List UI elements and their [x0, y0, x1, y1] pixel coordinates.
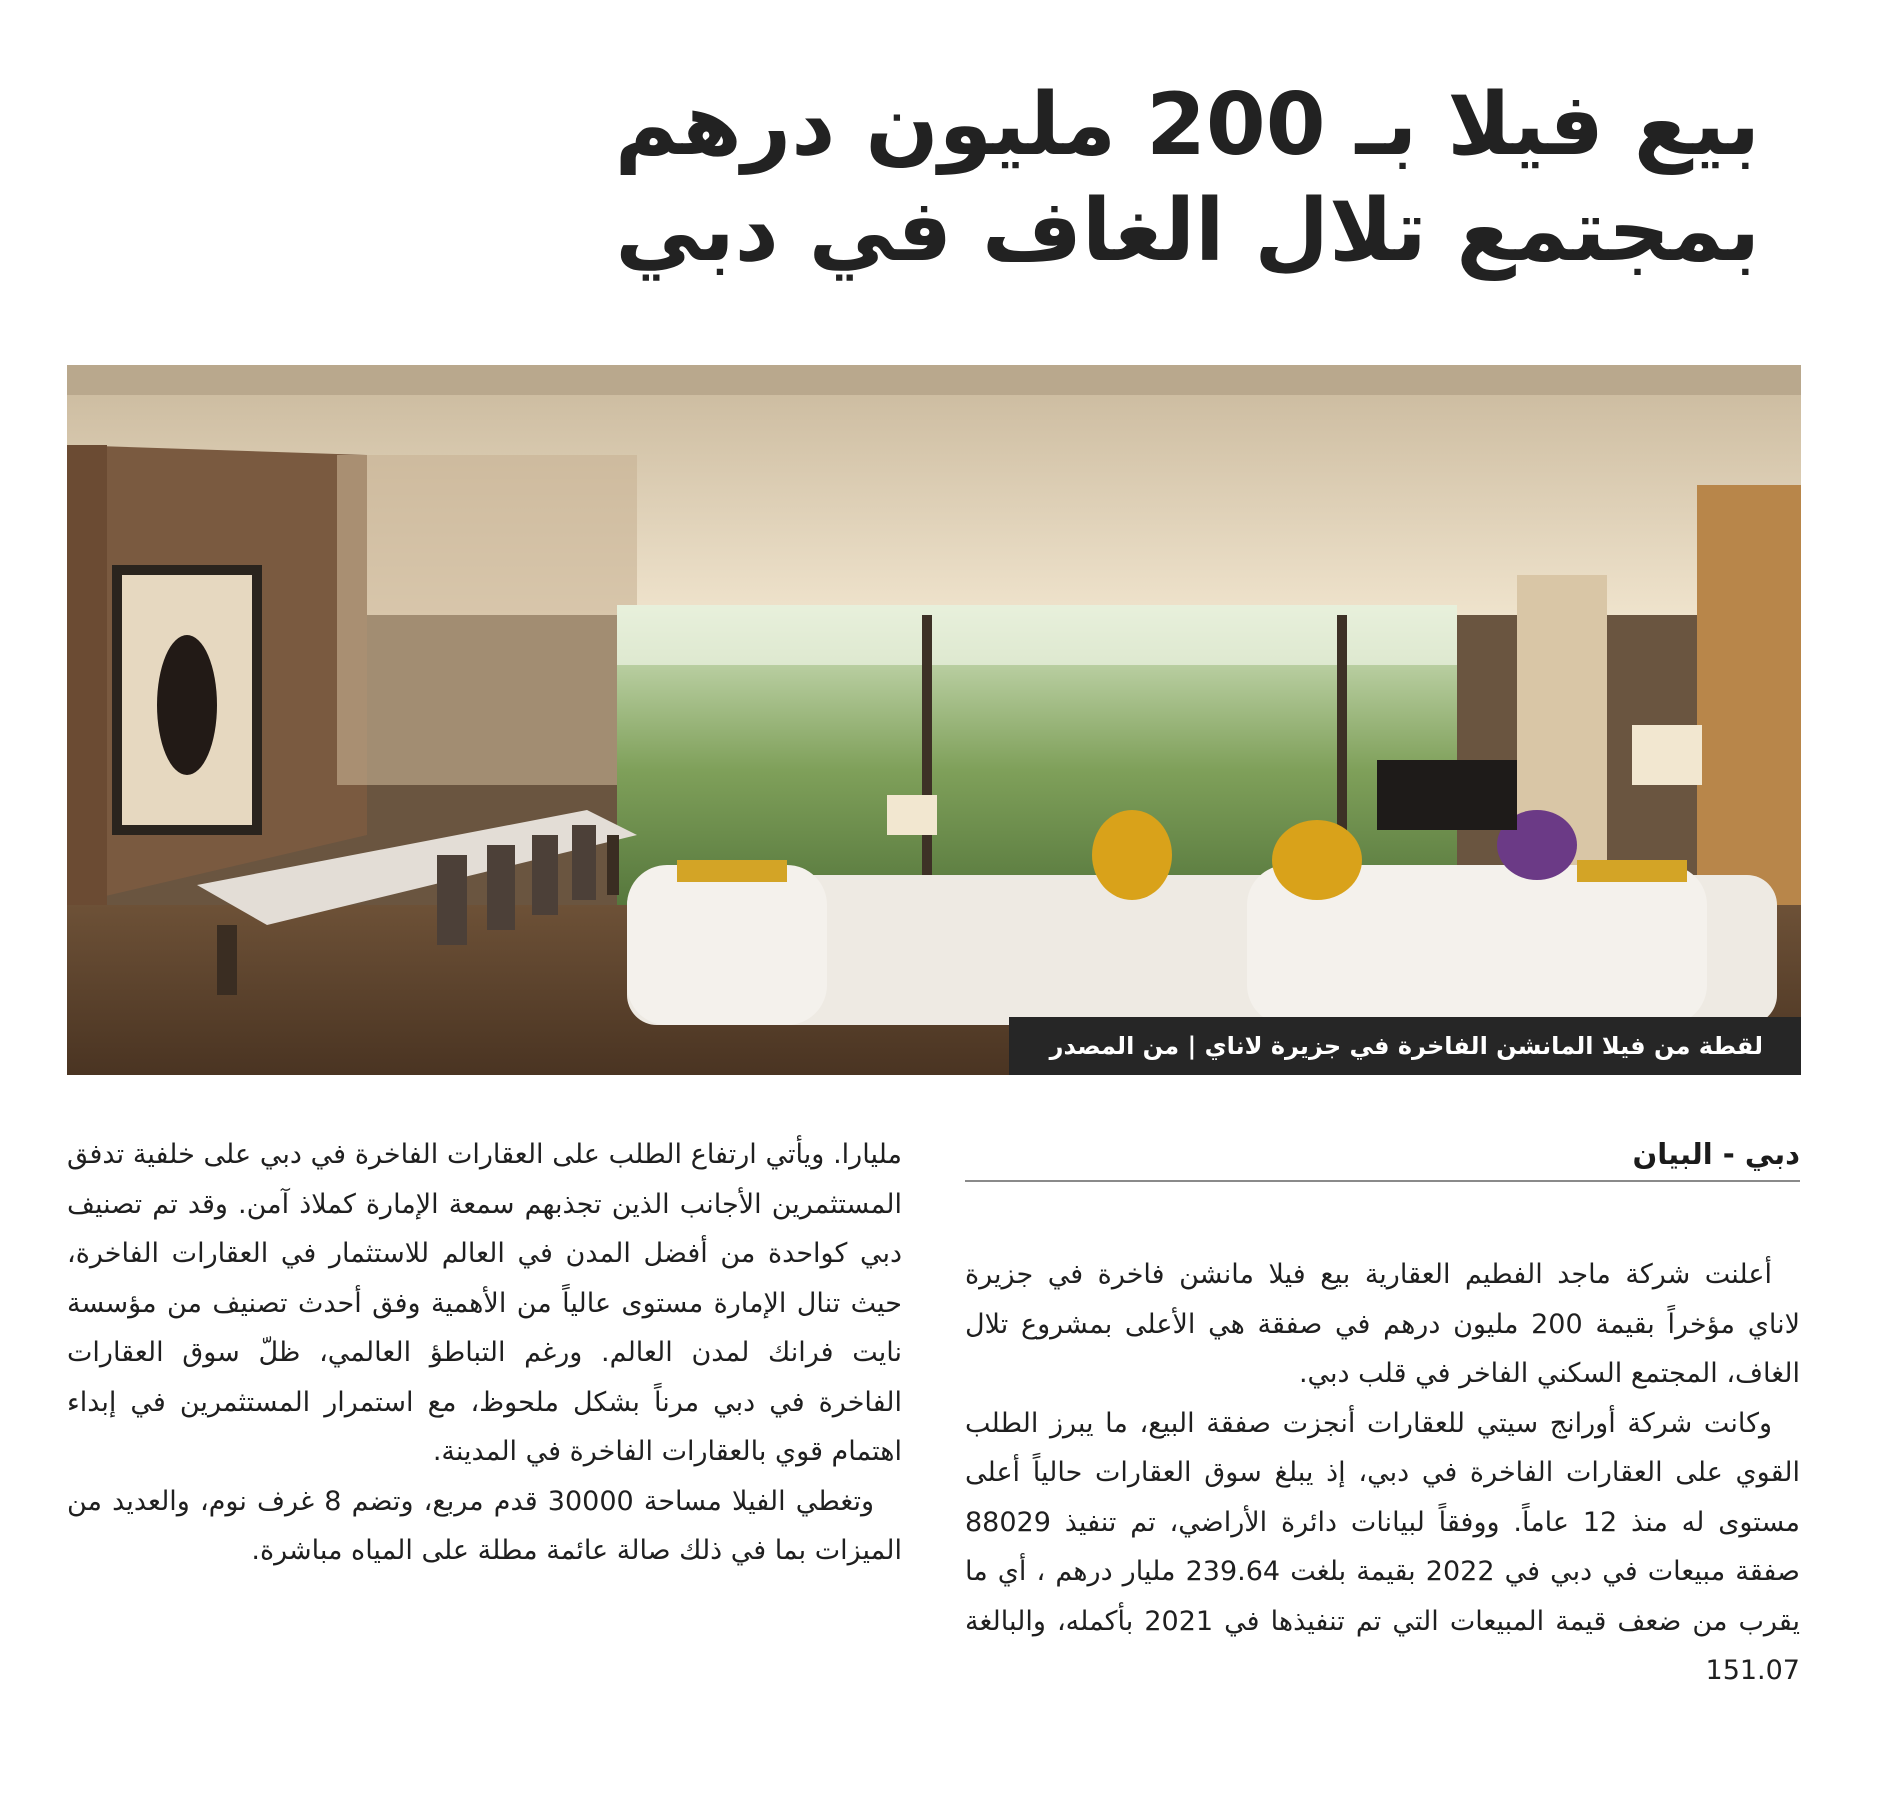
paragraph-3: مليارا. ويأتي ارتفاع الطلب على العقارات الفاخرة في دبي على خلفية تدفق المستثمرين الأجانب الذين تجذبهم سمعة الإمارة كملاذ آمن. وقد تم تصنيف دبي كواحدة من أفضل المدن في العالم للاستثمار في العقارات الفاخرة، حيث تنال الإمارة مستوى عالياً من الأهمية وفق أحدث تصنيف من مؤسسة نايت فرانك لمدن العالم. ورغم التباطؤ العالمي، ظلّ سوق العقارات الفاخرة في دبي مرناً بشكل ملحوظ، مع استمرار المستثمرين في إبداء اهتمام قوي بالعقارات الفاخرة في المدينة.	[67, 1139, 902, 1467]
paragraph-1: أعلنت شركة ماجد الفطيم العقارية بيع فيلا مانشن فاخرة في جزيرة لاناي مؤخراً بقيمة 200 مليون درهم في صفقة هي الأعلى بمشروع تلال الغاف، المجتمع السكني الفاخر في قلب دبي.	[965, 1259, 1800, 1389]
article-column-left	[67, 1130, 902, 1576]
headline-line-2: بمجتمع تلال الغاف في دبي	[615, 181, 1760, 281]
article-column-right	[965, 1250, 1800, 1696]
paragraph-4: وتغطي الفيلا مساحة 30000 قدم مربع، وتضم 8 غرف نوم، والعديد من الميزات بما في ذلك صالة عائمة مطلة على المياه مباشرة.	[67, 1485, 902, 1566]
photo-caption: لقطة من فيلا المانشن الفاخرة في جزيرة لاناي | من المصدر	[1009, 1017, 1801, 1075]
dateline: دبي - البيان	[965, 1128, 1800, 1182]
article-photo	[67, 365, 1801, 1075]
article-headline	[460, 72, 1760, 284]
villa-interior-photo-icon	[67, 365, 1801, 1075]
headline-line-1: بيع فيلا بـ 200 مليون درهم	[614, 75, 1760, 175]
paragraph-2: وكانت شركة أورانج سيتي للعقارات أنجزت صفقة البيع، ما يبرز الطلب القوي على العقارات الفاخرة في دبي، إذ يبلغ سوق العقارات حالياً أعلى مستوى له منذ 12 عاماً. ووفقاً لبيانات دائرة الأراضي، تم تنفيذ 88029 صفقة مبيعات في دبي في 2022 بقيمة بلغت 239.64 مليار درهم ، أي ما يقرب من ضعف قيمة المبيعات التي تم تنفيذها في 2021 بأكمله، والبالغة 151.07	[965, 1407, 1800, 1686]
